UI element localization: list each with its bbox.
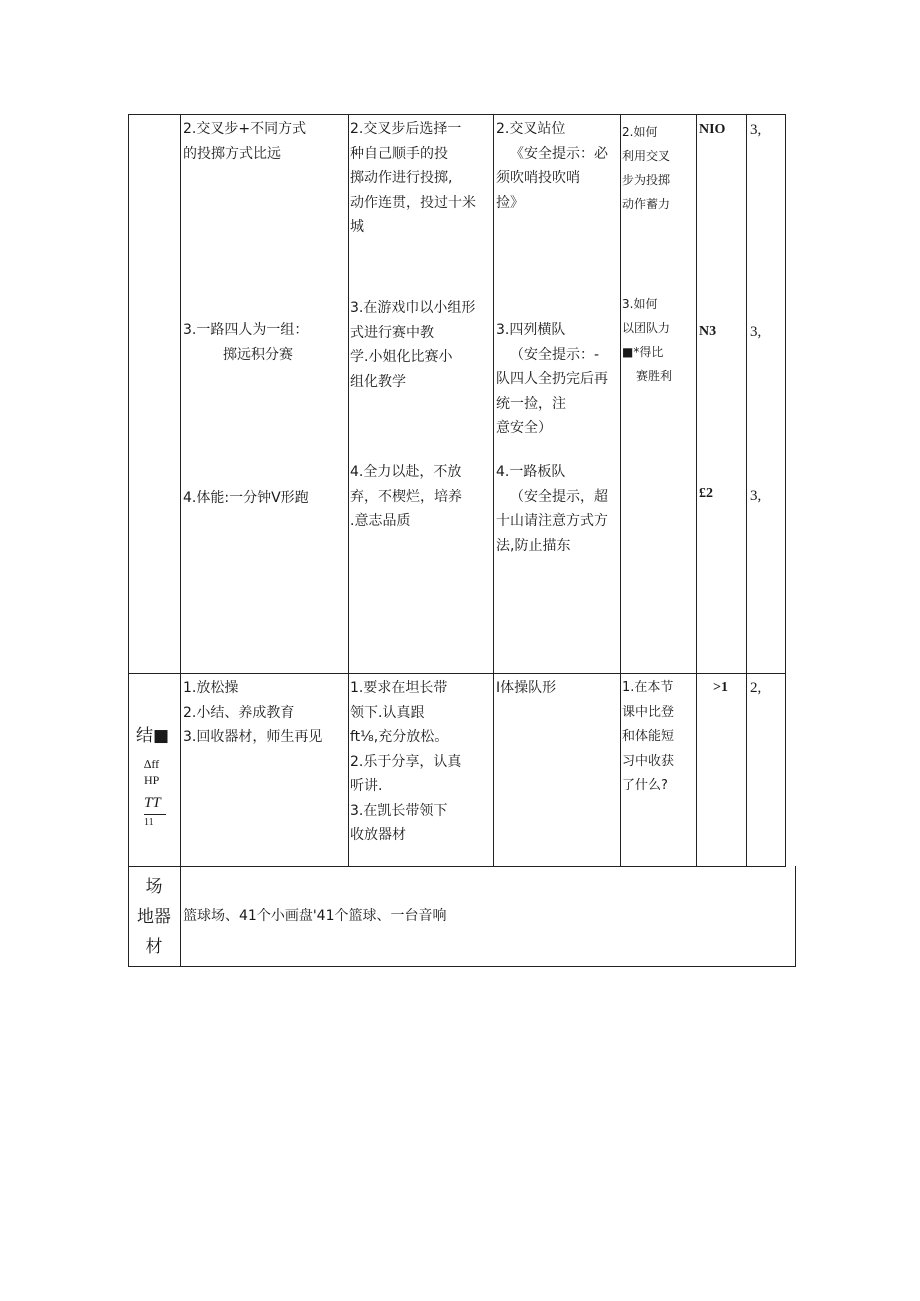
end-row-content (183, 676, 322, 750)
grid-line (493, 114, 494, 867)
grid-line (128, 966, 795, 967)
throw-contest-question (622, 120, 670, 216)
org-line: （安全提示：- (510, 346, 600, 363)
venue-label-line: 地器 (137, 907, 171, 927)
method-line: 领下.认真跟 (350, 704, 425, 721)
org-line: 4.一路板队 (496, 464, 566, 480)
question-line: 了什么? (622, 778, 668, 793)
org-line: （安全提示，超 (510, 488, 608, 505)
question-line: 2.如何 (622, 125, 658, 139)
fitness-count: 3, (750, 488, 762, 504)
question-line: 课中比登 (622, 704, 675, 720)
org-line: 统一捡，注 (496, 395, 566, 412)
group-game-question (622, 292, 672, 388)
fitness-method (350, 460, 462, 534)
end-row-count: 2, (750, 680, 762, 696)
content-line: 4.体能:一分钟V形跑 (183, 490, 309, 506)
grid-line (696, 114, 697, 867)
org-line: 《安全提示：必 (510, 145, 608, 162)
group-game-count: 3, (750, 324, 762, 340)
venue-label-line: 材 (145, 937, 163, 957)
label-sub-line: TT (144, 795, 161, 811)
org-line: 捡》 (496, 194, 524, 211)
method-line: 动作连贯，投过十米 (350, 194, 476, 211)
org-line: 3.四列横队 (496, 322, 566, 338)
question-line: 步为投掷 (622, 173, 671, 187)
question-line: 以团队力 (622, 321, 671, 335)
grid-line (180, 114, 181, 967)
fitness-organization (496, 460, 608, 558)
question-line: 习中收获 (622, 753, 675, 769)
question-line: 动作蓄力 (622, 197, 671, 211)
label-sub-line: 11 (144, 814, 166, 831)
org-line: 意安全） (496, 420, 552, 436)
content-line: 2.小结、养成教育 (183, 704, 295, 721)
throw-contest-organization (496, 117, 608, 215)
method-line: 学.小姐化比赛小 (350, 349, 453, 365)
method-line: 3.在凯长带领下 (350, 802, 448, 819)
end-row-question (622, 676, 674, 799)
question-line: 利用交叉 (622, 149, 671, 163)
content-line: 3.回收器材，师生再见 (183, 729, 323, 745)
venue-label (130, 872, 178, 962)
method-line: 组化教学 (350, 373, 406, 390)
method-line: 1.要求在坦长带 (350, 680, 448, 696)
method-line: 听讲. (350, 778, 383, 794)
throw-contest-method (350, 117, 476, 240)
end-row-organization (496, 676, 556, 701)
method-line: 掷动作进行投掷, (350, 170, 453, 186)
fitness-content (183, 486, 309, 511)
venue-text: 篮球场、41个小画盘'41个篮球、一台音响 (183, 908, 447, 924)
question-line: 赛胜利 (636, 369, 673, 383)
venue-label-line: 场 (145, 877, 163, 897)
question-line: ■*得比 (622, 345, 664, 359)
grid-line (795, 866, 796, 967)
content-line: 3.一路四人为一组： (183, 322, 309, 338)
content-line: 1.放松操 (183, 680, 239, 696)
grid-line (128, 114, 129, 967)
grid-line (620, 114, 621, 867)
method-line: 4.全力以赴，不放 (350, 464, 462, 480)
grid-line (128, 114, 786, 115)
label-sub-line: ∆ff (144, 757, 160, 771)
method-line: 弃，不楔烂，培养 (350, 488, 462, 505)
fitness-time: £2 (699, 486, 713, 501)
label-sub-line: HP (144, 773, 160, 787)
group-game-organization (496, 318, 608, 441)
end-row-time: >1 (713, 680, 728, 695)
group-game-method (350, 296, 475, 394)
question-line: 和体能短 (622, 729, 675, 744)
group-game-time: N3 (699, 324, 717, 339)
throw-contest-time: NIO (699, 122, 726, 137)
throw-contest-count: 3, (750, 122, 762, 138)
method-line: 收放器材 (350, 827, 406, 843)
throw-contest-content (183, 117, 306, 166)
content-line: 的投掷方式比远 (183, 145, 281, 162)
grid-line (128, 866, 786, 867)
org-line: 2.交叉站位 (496, 121, 566, 137)
grid-line (746, 114, 747, 867)
method-line: ft⅛,充分放松。 (350, 729, 449, 745)
end-row-label-sub (144, 756, 166, 831)
method-line: 3.在游戏巾以小组形 (350, 300, 476, 316)
question-line: 3.如何 (622, 297, 658, 311)
grid-line (348, 114, 349, 867)
content-line: 掷远积分赛 (223, 346, 293, 363)
org-line: I体操队形 (496, 680, 557, 696)
end-row-method (350, 676, 461, 848)
org-line: 须吹哨投吹哨 (496, 170, 580, 186)
method-line: 式进行赛中教 (350, 324, 434, 341)
method-line: .意志品质 (350, 513, 411, 529)
question-line: 1.在本节 (622, 680, 674, 695)
end-row-label: 结■ (136, 726, 170, 746)
grid-line (128, 673, 786, 674)
org-line: 十山请注意方式方 (496, 513, 608, 529)
method-line: 城 (350, 219, 364, 235)
group-game-content (183, 318, 308, 367)
method-line: 2.乐于分享，认真 (350, 753, 462, 770)
org-line: 法,防止描东 (496, 537, 571, 554)
org-line: 队四人全扔完后再 (496, 371, 608, 387)
grid-line (785, 114, 786, 867)
method-line: 种自己顺手的投 (350, 145, 448, 162)
content-line: 2.交叉步+不同方式 (183, 121, 307, 137)
method-line: 2.交叉步后选择一 (350, 121, 462, 137)
